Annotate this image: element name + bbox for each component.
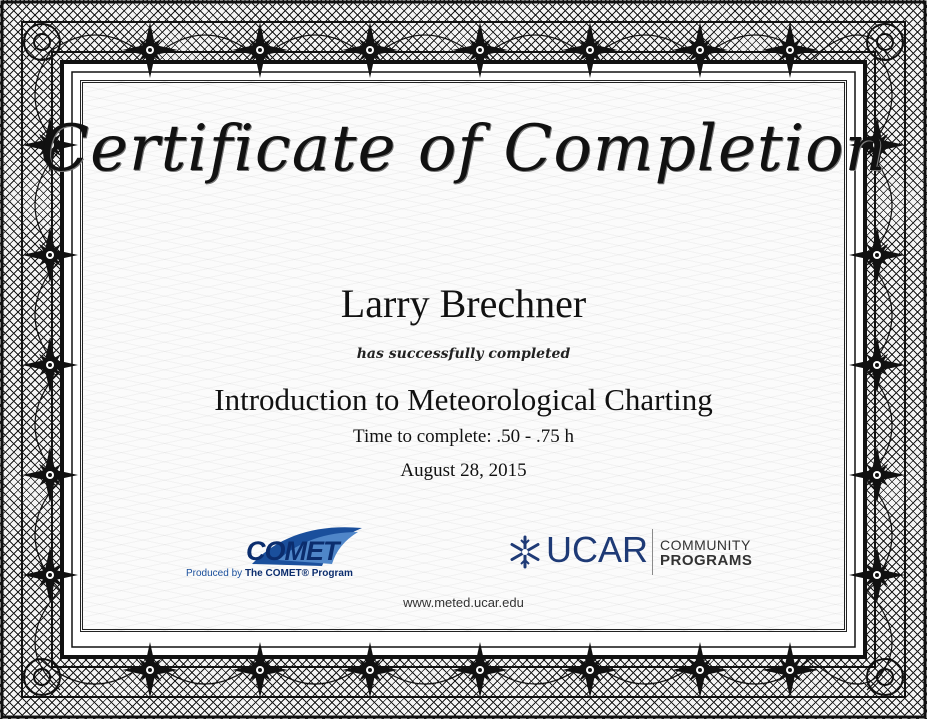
produced-by-prefix: Produced by xyxy=(186,568,245,579)
ucar-logo xyxy=(506,525,766,581)
ucar-divider xyxy=(652,529,653,575)
recipient-name: Larry Brechner xyxy=(340,281,587,326)
website-url: www.meted.ucar.edu xyxy=(403,595,524,610)
time-to-complete: Time to complete: .50 - .75 h xyxy=(353,426,574,447)
certificate-title: Certificate of Completion xyxy=(40,112,887,186)
comet-wordmark: COMET xyxy=(246,536,339,566)
completed-phrase: has successfully completed xyxy=(356,346,571,362)
produced-by-program: The COMET® Program xyxy=(244,568,353,579)
course-title: Introduction to Meteorological Charting xyxy=(214,382,713,417)
ucar-community-label: COMMUNITY xyxy=(660,537,751,553)
comet-produced-by xyxy=(186,568,353,579)
snowflake-icon xyxy=(508,535,542,569)
completion-date: August 28, 2015 xyxy=(400,460,527,481)
ucar-wordmark: UCAR xyxy=(546,529,649,570)
ucar-programs-label: PROGRAMS xyxy=(660,552,753,569)
comet-logo xyxy=(182,520,367,584)
